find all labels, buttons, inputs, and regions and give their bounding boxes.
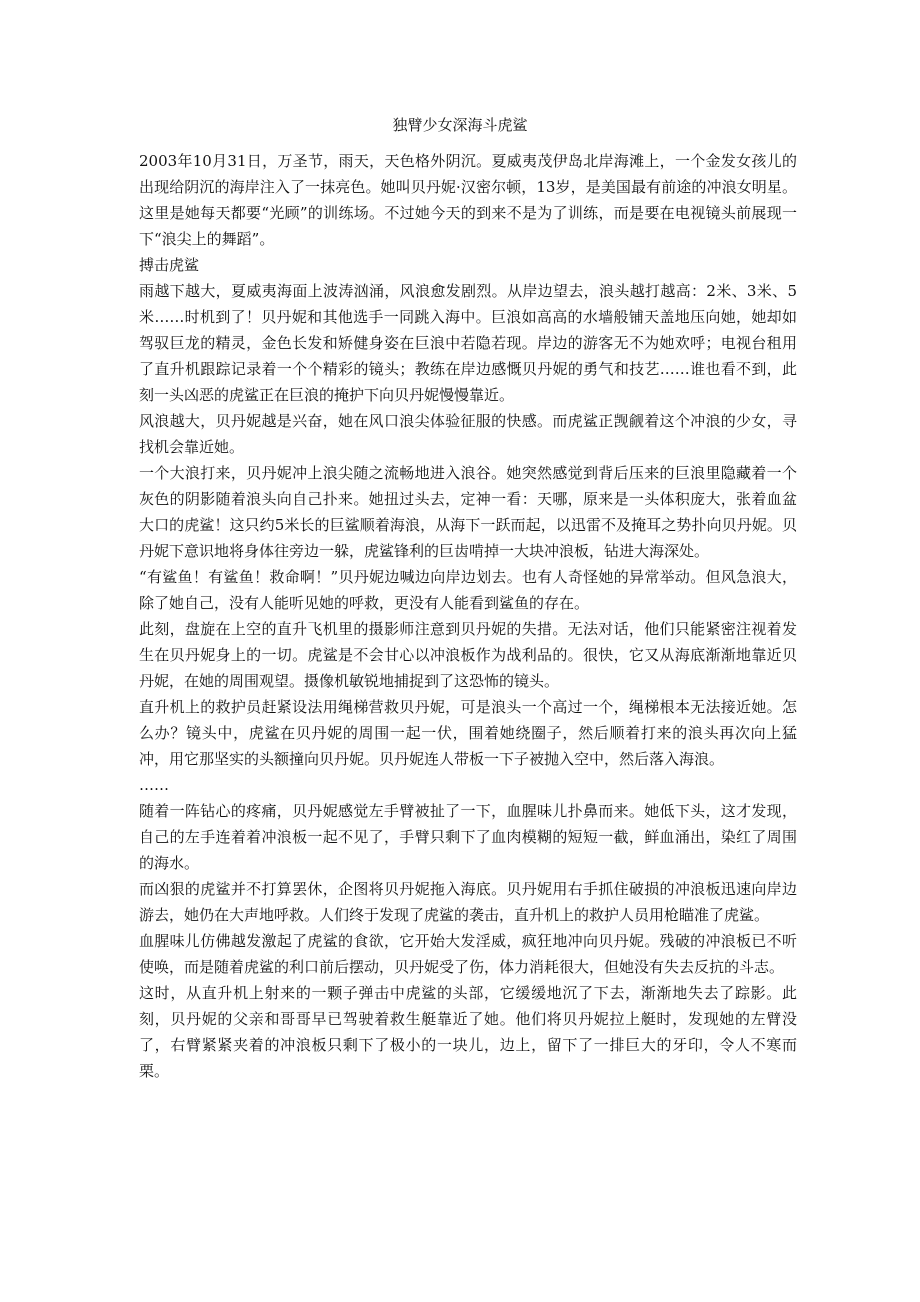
ellipsis-line: …… bbox=[139, 776, 169, 794]
paragraph: 血腥味儿仿佛越发激起了虎鲨的食欲，它开始大发淫威，疯狂地冲向贝丹妮。残破的冲浪板已不听使唤，而是随着虎鲨的利口前后摆动，贝丹妮受了伤，体力消耗很大，但她没有失去反抗的斗志。 bbox=[139, 932, 797, 976]
paragraph: 直升机上的救护员赶紧设法用绳梯营救贝丹妮，可是浪头一个高过一个，绳梯根本无法接近她。怎么办？镜头中，虎鲨在贝丹妮的周围一起一伏，围着她绕圈子，然后顺着打来的浪头再次向上猛冲，用它那坚实的头额撞向贝丹妮。贝丹妮连人带板一下子被抛入空中，然后落入海浪。 bbox=[139, 698, 797, 768]
document-body bbox=[139, 148, 797, 1084]
paragraph: 风浪越大，贝丹妮越是兴奋，她在风口浪尖体验征服的快感。而虎鲨正觊觎着这个冲浪的少女，寻找机会靠近她。 bbox=[139, 412, 797, 456]
paragraph: 这时，从直升机上射来的一颗子弹击中虎鲨的头部，它缓缓地沉了下去，渐渐地失去了踪影。此刻，贝丹妮的父亲和哥哥早已驾驶着救生艇靠近了她。他们将贝丹妮拉上艇时，发现她的左臂没了，右臂紧紧夹着的冲浪板只剩下了极小的一块儿，边上，留下了一排巨大的牙印，令人不寒而栗。 bbox=[139, 984, 797, 1080]
paragraph: 雨越下越大，夏威夷海面上波涛汹涌，风浪愈发剧烈。从岸边望去，浪头越打越高：2米、3米、5米……时机到了！贝丹妮和其他选手一同跳入海中。巨浪如高高的水墙般铺天盖地压向她，她却如驾驭巨龙的精灵，金色长发和矫健身姿在巨浪中若隐若现。岸边的游客无不为她欢呼；电视台租用了直升机跟踪记录着一个个精彩的镜头；教练在岸边感慨贝丹妮的勇气和技艺……谁也看不到，此刻一头凶恶的虎鲨正在巨浪的掩护下向贝丹妮慢慢靠近。 bbox=[139, 282, 797, 404]
paragraph: 此刻，盘旋在上空的直升飞机里的摄影师注意到贝丹妮的失措。无法对话，他们只能紧密注视着发生在贝丹妮身上的一切。虎鲨是不会甘心以冲浪板作为战利品的。很快，它又从海底渐渐地靠近贝丹妮，在她的周围观望。摄像机敏锐地捕捉到了这恐怖的镜头。 bbox=[139, 620, 797, 690]
paragraph: “有鲨鱼！有鲨鱼！救命啊！”贝丹妮边喊边向岸边划去。也有人奇怪她的异常举动。但风急浪大，除了她自己，没有人能听见她的呼救，更没有人能看到鲨鱼的存在。 bbox=[139, 568, 797, 612]
paragraph: 而凶狠的虎鲨并不打算罢休，企图将贝丹妮拖入海底。贝丹妮用右手抓住破损的冲浪板迅速向岸边游去，她仍在大声地呼救。人们终于发现了虎鲨的袭击，直升机上的救护人员用枪瞄准了虎鲨。 bbox=[139, 880, 797, 924]
paragraph: 2003年10月31日，万圣节，雨天，天色格外阴沉。夏威夷茂伊岛北岸海滩上，一个金发女孩儿的出现给阴沉的海岸注入了一抹亮色。她叫贝丹妮·汉密尔顿，13岁，是美国最有前途的冲浪女明星。这里是她每天都要“光顾”的训练场。不过她今天的到来不是为了训练，而是要在电视镜头前展现一下“浪尖上的舞蹈”。 bbox=[139, 152, 797, 248]
paragraph: 随着一阵钻心的疼痛，贝丹妮感觉左手臂被扯了一下，血腥味儿扑鼻而来。她低下头，这才发现，自己的左手连着着冲浪板一起不见了，手臂只剩下了血肉模糊的短短一截，鲜血涌出，染红了周围的海水。 bbox=[139, 802, 797, 872]
paragraph: 一个大浪打来，贝丹妮冲上浪尖随之流畅地进入浪谷。她突然感觉到背后压来的巨浪里隐藏着一个灰色的阴影随着浪头向自己扑来。她扭过头去，定神一看：天哪，原来是一头体积庞大，张着血盆大口的虎鲨！这只约5米长的巨鲨顺着海浪，从海下一跃而起，以迅雷不及掩耳之势扑向贝丹妮。贝丹妮下意识地将身体往旁边一躲，虎鲨锋利的巨齿啃掉一大块冲浪板，钻进大海深处。 bbox=[139, 464, 797, 560]
section-heading: 搏击虎鲨 bbox=[139, 256, 200, 274]
document-title: 独臂少女深海斗虎鲨 bbox=[392, 116, 528, 134]
